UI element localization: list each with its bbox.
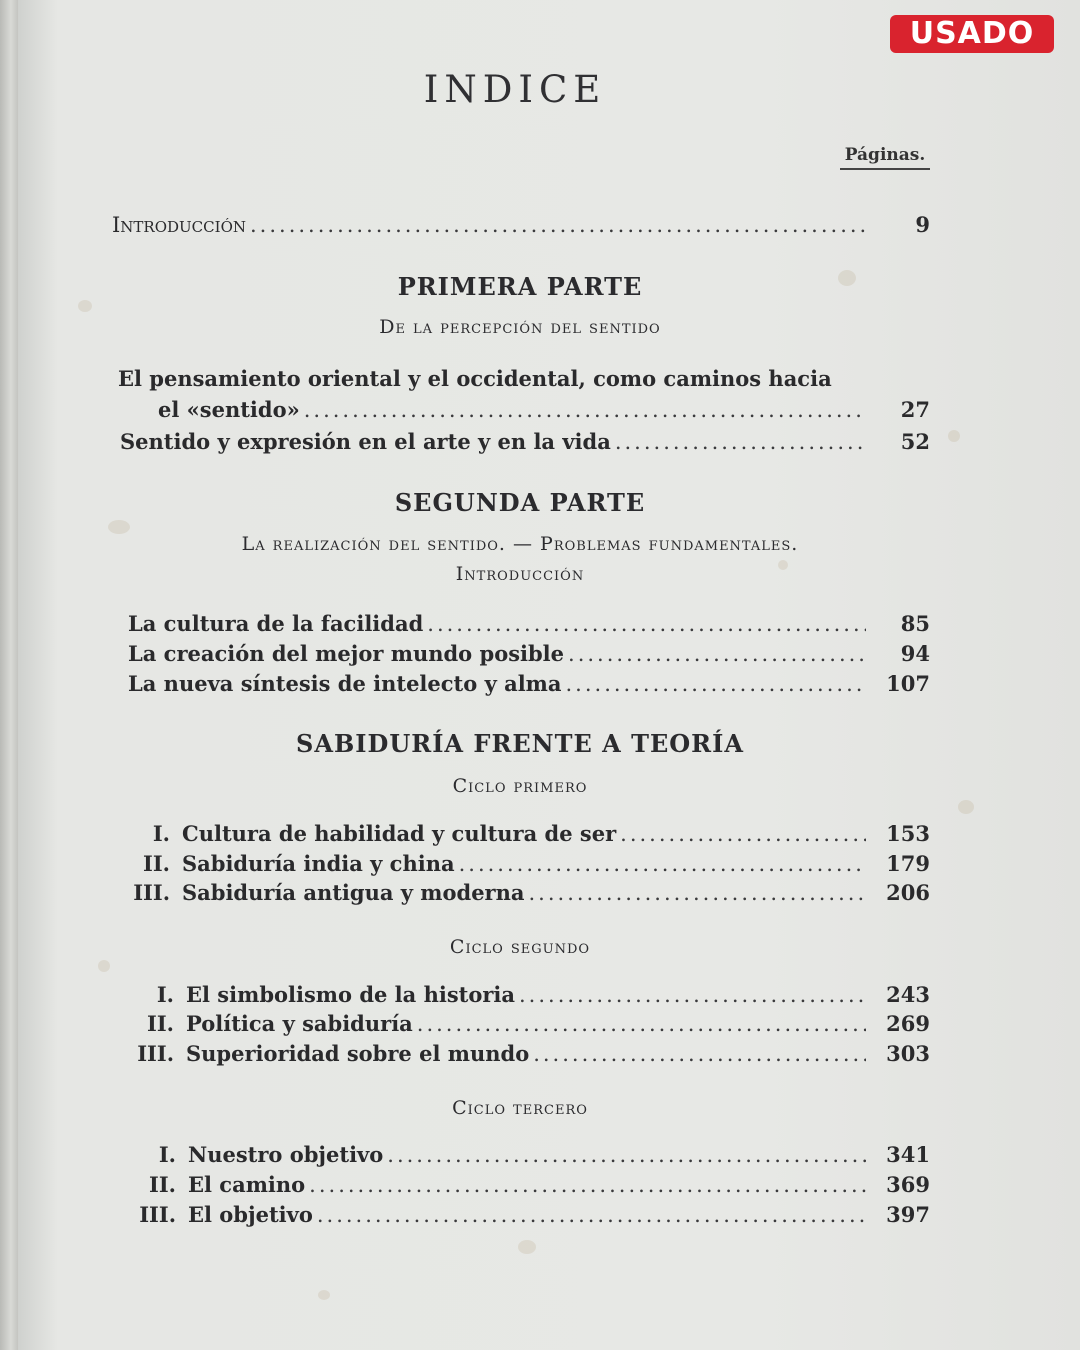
- toc-entry-text: El camino: [188, 1172, 306, 1197]
- roman-numeral: III.: [137, 1041, 174, 1066]
- toc-entry-page: 243: [886, 982, 930, 1007]
- toc-entry-page: 153: [886, 821, 930, 846]
- toc-entry-text: La cultura de la facilidad: [128, 611, 424, 636]
- toc-entry-text: Sabiduría india y china: [182, 851, 455, 876]
- toc-entry: [126, 1202, 930, 1232]
- part3-title: SABIDURÍA FRENTE A TEORÍA: [296, 729, 744, 758]
- roman-numeral: II.: [143, 851, 170, 876]
- part2-title: SEGUNDA PARTE: [394, 488, 646, 517]
- roman-numeral: I.: [152, 821, 170, 846]
- toc-entry-page: 369: [886, 1172, 930, 1197]
- used-badge: USADO: [890, 15, 1054, 53]
- leader-dots: [566, 672, 867, 696]
- leader-dots: [417, 1012, 866, 1036]
- roman-numeral: III.: [133, 880, 170, 905]
- roman-numeral: I.: [158, 1142, 176, 1167]
- toc-entry-line1: El pensamiento oriental y el occidental, como caminos hacia: [118, 366, 832, 391]
- toc-entry: [124, 1041, 930, 1071]
- toc-entry-page: 52: [900, 429, 930, 454]
- toc-entry-page: 94: [900, 641, 930, 666]
- toc-entry-page: 85: [900, 611, 930, 636]
- toc-entry-page: 179: [886, 851, 930, 876]
- leader-dots: [304, 398, 866, 422]
- toc-entry-text: La creación del mejor mundo posible: [128, 641, 565, 666]
- part1-subtitle: De la percepción del sentido: [379, 316, 661, 338]
- toc-entry: [128, 611, 930, 641]
- part2-subtitle: La realización del sentido. — Problemas fundamentales.: [241, 533, 799, 555]
- toc-entry-page: 397: [886, 1202, 930, 1227]
- roman-numeral: I.: [156, 982, 174, 1007]
- leader-dots: [459, 852, 866, 876]
- toc-entry-page: 206: [886, 880, 930, 905]
- toc-entry-page: 303: [886, 1041, 930, 1066]
- toc-entry: [120, 821, 930, 851]
- toc-entry: [124, 1011, 930, 1041]
- toc-entry: [128, 671, 930, 701]
- roman-numeral: II.: [149, 1172, 176, 1197]
- roman-numeral: III.: [139, 1202, 176, 1227]
- toc-entry-text: Política y sabiduría: [186, 1011, 413, 1036]
- leader-dots: [387, 1143, 866, 1167]
- toc-entry: [126, 1172, 930, 1202]
- roman-numeral: II.: [147, 1011, 174, 1036]
- part1-title: PRIMERA PARTE: [397, 272, 643, 301]
- leader-dots: [309, 1173, 866, 1197]
- toc-entry-text: El objetivo: [188, 1202, 313, 1227]
- book-spine-edge: [0, 0, 18, 1350]
- toc-entry-text: Sentido y expresión en el arte y en la vida: [120, 429, 611, 454]
- toc-entry-text: Nuestro objetivo: [188, 1142, 384, 1167]
- toc-entry-text: El simbolismo de la historia: [186, 982, 515, 1007]
- leader-dots: [620, 822, 866, 846]
- toc-entry: [126, 1142, 930, 1172]
- toc-entry: [124, 982, 930, 1012]
- part2-subtitle2: Introducción: [455, 563, 585, 585]
- toc-entry-text: el «sentido»: [158, 397, 300, 422]
- cycle3-title: Ciclo tercero: [452, 1097, 588, 1119]
- toc-entry-text: Superioridad sobre el mundo: [186, 1041, 530, 1066]
- leader-dots: [615, 430, 866, 454]
- leader-dots: [317, 1203, 866, 1227]
- toc-entry-introduccion: [112, 212, 930, 242]
- toc-entry-page: 27: [900, 397, 930, 422]
- cycle1-title: Ciclo primero: [452, 775, 588, 797]
- toc-entry-text: Sabiduría antigua y moderna: [182, 880, 525, 905]
- toc-entry: [158, 397, 930, 427]
- toc-entry: [120, 429, 930, 459]
- leader-dots: [250, 213, 866, 237]
- toc-entry: [120, 851, 930, 881]
- leader-dots: [533, 1042, 866, 1066]
- pages-column-header: Páginas.: [840, 145, 930, 170]
- toc-entry: [128, 641, 930, 671]
- leader-dots: [427, 612, 866, 636]
- leader-dots: [529, 881, 867, 905]
- toc-entry: [120, 880, 930, 910]
- index-title: INDICE: [423, 68, 607, 111]
- toc-entry-text: Introducción: [112, 213, 246, 237]
- toc-entry-text: La nueva síntesis de intelecto y alma: [128, 671, 562, 696]
- toc-entry-text: Cultura de habilidad y cultura de ser: [182, 821, 617, 846]
- toc-entry-page: 341: [886, 1142, 930, 1167]
- leader-dots: [519, 983, 866, 1007]
- toc-entry-page: 9: [915, 212, 930, 237]
- leader-dots: [568, 642, 866, 666]
- toc-entry-page: 107: [886, 671, 930, 696]
- toc-entry-page: 269: [886, 1011, 930, 1036]
- cycle2-title: Ciclo segundo: [449, 936, 591, 958]
